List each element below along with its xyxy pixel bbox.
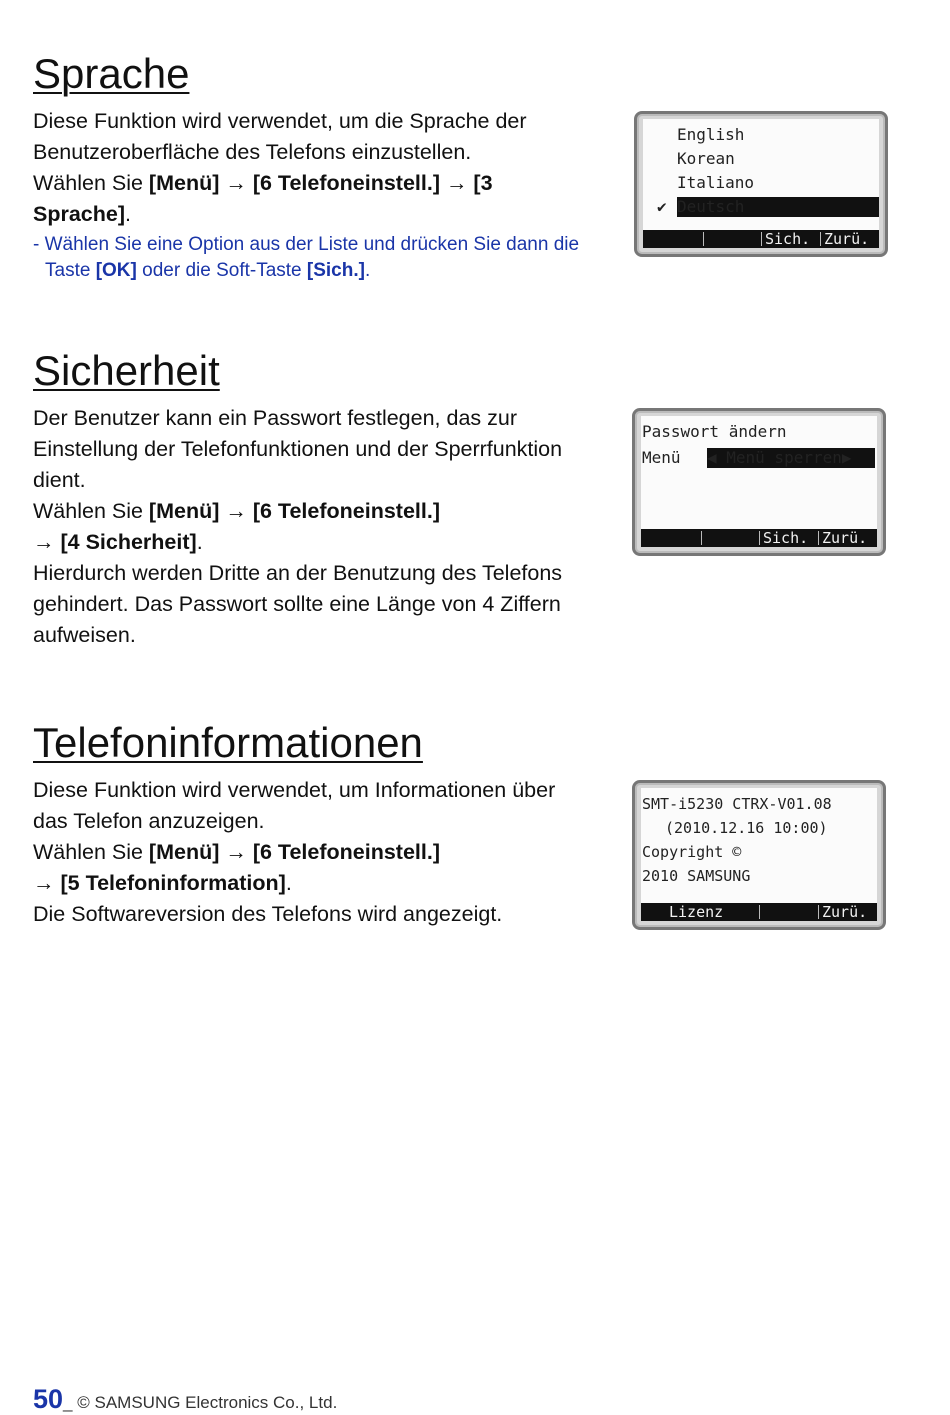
soft-key-back: Zurü. [822,903,868,921]
soft-key-separator [818,905,819,919]
telefoninfo-menu-path-2 [33,868,593,899]
note-sich-key: [Sich.] [306,260,365,281]
path-suffix: . [125,202,131,226]
sicherheit-menu-path-2 [33,527,593,558]
soft-key-bar [641,529,877,547]
path-prefix: Wählen Sie [33,171,149,195]
language-option: Italiano [677,173,755,192]
language-option: Korean [677,149,735,168]
info-line-model: SMT-i5230 CTRX-V01.08 [642,795,832,813]
telefoninfo-description: Diese Funktion wird verwendet, um Informationen über das Telefon anzuzeigen. [33,778,556,833]
language-screen-display [643,119,879,232]
note-suffix: . [364,260,371,281]
path-bold: [Menü] → [6 Telefoneinstell.] [148,840,440,864]
path-bold: [Menü] → [6 Telefoneinstell.] [148,499,440,523]
soft-key-bar [643,230,879,248]
telefoninfo-menu-path [33,837,593,868]
section-sicherheit [33,347,593,651]
note-ok-key: [OK] [95,260,137,281]
sprache-note [33,232,593,284]
sicherheit-menu-path [33,496,593,527]
section-title-sprache: Sprache [33,50,190,97]
path-prefix: Wählen Sie [33,840,149,864]
sprache-description: Diese Funktion wird verwendet, um die Sprache der Benutzeroberfläche des Telefons einzustellen. [33,109,527,164]
soft-key-separator [703,232,704,246]
info-screen [632,780,886,930]
info-line-year: 2010 SAMSUNG [642,867,751,885]
soft-key-license: Lizenz [669,903,724,921]
footer-copyright: © SAMSUNG Electronics Co., Ltd. [72,1393,338,1412]
info-screen-display [641,788,877,905]
sicherheit-description-2: Hierdurch werden Dritte an der Benutzung des Telefons gehindert. Das Passwort sollte eine Länge von 4 Ziffern aufweisen. [33,561,563,647]
info-line-date: (2010.12.16 10:00) [665,819,828,837]
note-mid: oder die Soft-Taste [136,260,307,281]
check-icon: ✔ [657,197,667,216]
footer-underscore: _ [63,1393,73,1412]
security-line-password: Passwort ändern [642,422,787,441]
path-bold: → [5 Telefoninformation] [33,871,286,895]
security-line-label: Menü [642,448,681,467]
sprache-menu-path [33,168,593,230]
sicherheit-description: Der Benutzer kann ein Passwort festlegen, das zur Einstellung der Telefonfunktionen und der Sperrfunktion dient. [33,406,563,492]
page-number: 50 [33,1384,64,1414]
soft-key-save: Sich. [765,230,811,248]
section-sprache [33,50,593,284]
security-screen-display [641,416,877,531]
soft-key-separator [761,232,762,246]
security-screen [632,408,886,556]
info-line-copyright: Copyright © [642,843,742,861]
note-prefix: - Wählen Sie eine Option aus der Liste und drücken Sie dann die Taste [33,234,580,281]
soft-key-back: Zurü. [824,230,870,248]
language-option: English [677,125,745,144]
section-telefoninformationen [33,719,593,930]
language-screen [634,111,888,257]
path-bold: [Menü] → [6 Telefoneinstell.] → [3 Sprache] [33,171,493,226]
page-footer [33,1384,337,1415]
security-menu-lock-value: ◀ Menü sperren▶ [707,448,875,468]
soft-key-bar [641,903,877,921]
path-suffix: . [285,871,292,895]
soft-key-separator [759,531,760,545]
soft-key-separator [759,905,760,919]
soft-key-separator [820,232,821,246]
telefoninfo-description-2: Die Softwareversion des Telefons wird angezeigt. [33,902,503,926]
soft-key-save: Sich. [763,529,809,547]
section-title-sicherheit: Sicherheit [33,347,220,394]
soft-key-back: Zurü. [822,529,868,547]
soft-key-separator [818,531,819,545]
path-bold: → [4 Sicherheit] [33,530,197,554]
soft-key-separator [701,531,702,545]
section-title-telefoninformationen: Telefoninformationen [33,719,423,766]
language-option-selected: Deutsch [677,197,879,217]
path-prefix: Wählen Sie [33,499,149,523]
path-suffix: . [196,530,203,554]
